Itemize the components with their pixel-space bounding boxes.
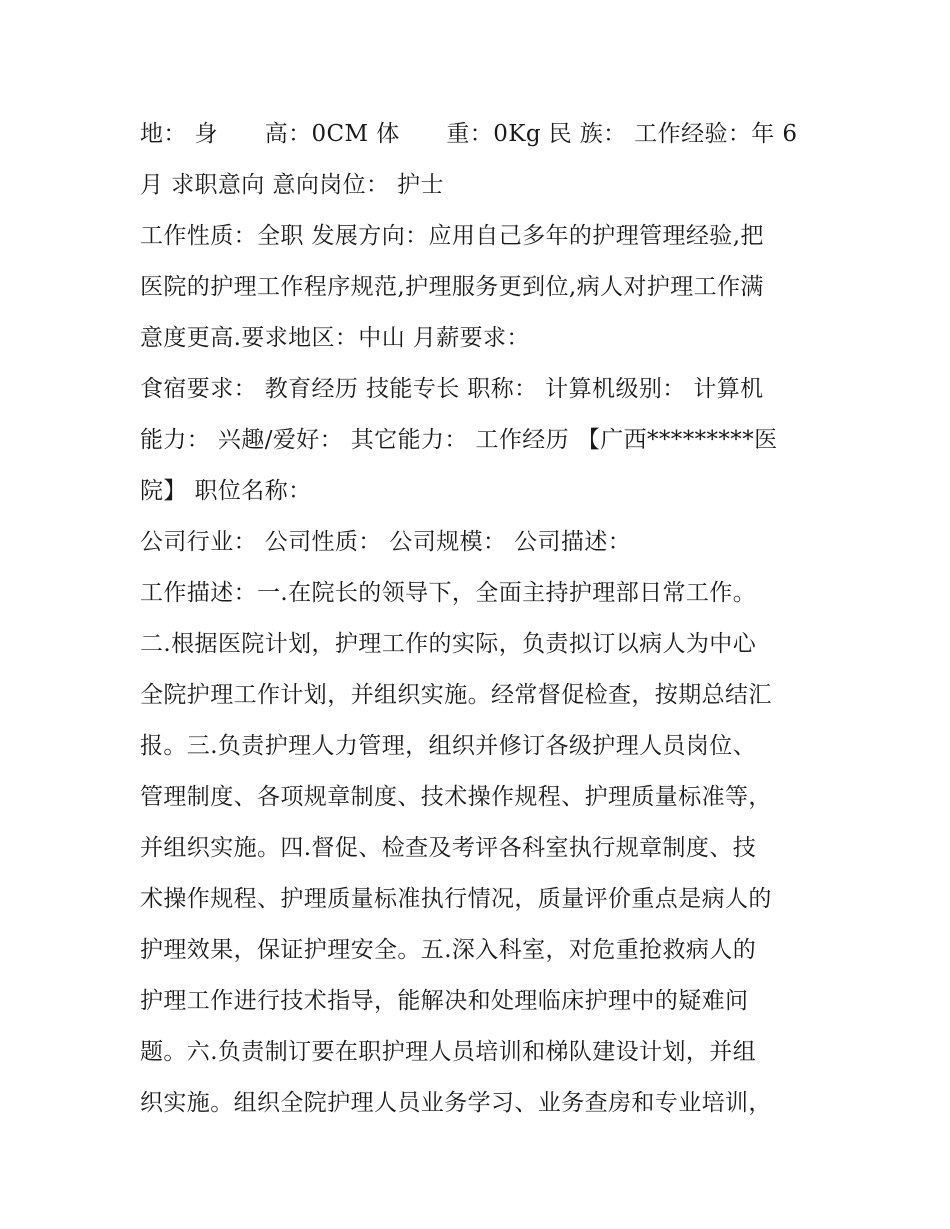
text-line-6: 食宿要求： 教育经历 技能专长 职称： 计算机级别： 计算机	[140, 376, 764, 402]
text-line-2: 月 求职意向 意向岗位： 护士	[140, 172, 444, 198]
resume-text-block	[140, 109, 820, 1129]
text-line-5: 意度更高.要求地区：中山 月薪要求：	[140, 325, 530, 351]
text-line-13: 报。三.负责护理人力管理，组织并修订各级护理人员岗位、	[140, 733, 757, 759]
text-line-15: 并组织实施。四.督促、检查及考评各科室执行规章制度、技	[140, 835, 757, 861]
text-line-20: 织实施。组织全院护理人员业务学习、业务查房和专业培训，	[140, 1090, 772, 1116]
text-line-4: 医院的护理工作程序规范,护理服务更到位,病人对护理工作满	[140, 274, 764, 300]
text-line-10: 工作描述：一.在院长的领导下，全面主持护理部日常工作。	[140, 580, 757, 606]
text-line-8: 院】 职位名称：	[140, 478, 312, 504]
text-line-12: 全院护理工作计划，并组织实施。经常督促检查，按期总结汇	[140, 682, 772, 708]
text-line-7: 能力： 兴趣/爱好： 其它能力： 工作经历 【广西*********医	[140, 427, 778, 453]
text-line-1: 地： 身 高：0CM 体 重：0Kg 民 族： 工作经验：年 6	[140, 121, 798, 147]
text-line-9: 公司行业： 公司性质： 公司规模： 公司描述：	[140, 529, 632, 555]
text-line-3: 工作性质：全职 发展方向：应用自己多年的护理管理经验,把	[140, 223, 764, 249]
text-line-16: 术操作规程、护理质量标准执行情况，质量评价重点是病人的	[140, 886, 772, 912]
text-line-14: 管理制度、各项规章制度、技术操作规程、护理质量标准等，	[140, 784, 772, 810]
text-line-19: 题。六.负责制订要在职护理人员培训和梯队建设计划，并组	[140, 1039, 757, 1065]
text-line-17: 护理效果，保证护理安全。五.深入科室，对危重抢救病人的	[140, 937, 757, 963]
text-line-11: 二.根据医院计划，护理工作的实际，负责拟订以病人为中心	[140, 631, 757, 657]
text-line-18: 护理工作进行技术指导，能解决和处理临床护理中的疑难问	[140, 988, 749, 1014]
